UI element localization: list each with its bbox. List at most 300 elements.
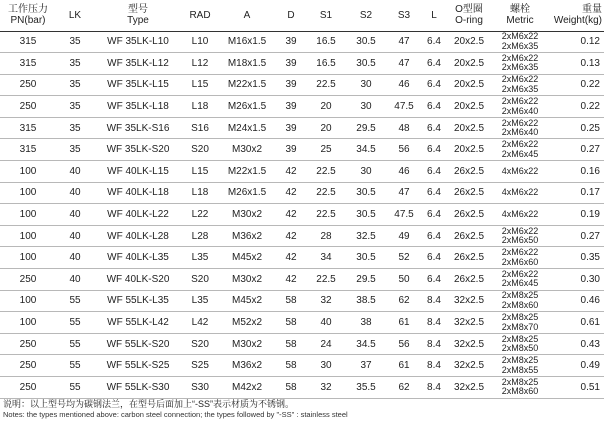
cell-rad: L18 [191,187,209,199]
cell-weight: 0.13 [580,57,600,69]
cell-a: M30x2 [231,273,262,285]
cell-metric [492,333,548,355]
cell-rad: S30 [191,381,209,393]
cell-a: M30x2 [231,209,262,221]
cell-weight: 0.22 [580,101,600,113]
cell-d: 39 [285,101,297,113]
cell-s1: 32 [320,381,332,393]
cell-a: M16x1.5 [227,36,267,48]
cell-weight: 0.27 [580,144,600,156]
cell-s1: 24 [320,338,332,350]
cell-s1: 22.5 [316,273,336,285]
header-pn-cn: 工作压力 [8,4,48,16]
cell-lk: 55 [69,360,81,372]
table-row [0,333,604,355]
cell-rad: L35 [191,295,209,307]
table-row [0,96,604,118]
cell-metric2: 2xM6x40 [501,105,539,116]
cell-d: 42 [285,273,297,285]
cell-weight: 0.19 [580,209,600,221]
cell-s3: 62 [398,295,410,307]
cell-metric1: 4xM6x22 [501,187,539,198]
cell-d: 39 [285,79,297,91]
cell-a: M22x1.5 [227,165,267,177]
table-row [0,117,604,139]
cell-a: M36x2 [231,360,262,372]
header-s1 [306,0,346,31]
cell-metric2: 2xM8x55 [501,364,539,375]
cell-rad: L28 [191,230,209,242]
header-oring-cn: O型圈 [455,4,483,16]
cell-s2: 38.5 [356,295,376,307]
cell-weight: 0.25 [580,122,600,134]
cell-s3: 56 [398,338,410,350]
cell-s2: 30 [360,165,372,177]
cell-s1: 32 [320,295,332,307]
cell-weight: 0.27 [580,230,600,242]
cell-rad: L15 [191,165,209,177]
cell-s2: 29.5 [356,273,376,285]
cell-type: WF 40LK-L35 [107,252,169,264]
cell-s3: 47 [398,57,410,69]
table-row [0,225,604,247]
cell-metric [492,204,548,226]
cell-metric2: 2xM8x60 [501,299,539,310]
cell-metric2: 2xM8x70 [501,321,539,332]
cell-s3: 46 [398,165,410,177]
table-body [0,31,604,398]
table-row [0,355,604,377]
cell-type: WF 40LK-S20 [106,273,170,285]
cell-rad: S20 [191,144,209,156]
cell-l: 8.4 [427,317,441,329]
cell-type: WF 35LK-L15 [107,79,169,91]
cell-rad: L35 [191,252,209,264]
cell-metric2: 2xM6x40 [501,127,539,138]
cell-weight: 0.51 [580,381,600,393]
cell-metric [492,269,548,291]
cell-oring: 26x2.5 [453,230,485,242]
cell-a: M36x2 [231,230,262,242]
cell-s1: 16.5 [316,36,336,48]
cell-type: WF 40LK-L22 [107,209,169,221]
cell-s3: 47 [398,36,410,48]
cell-s1: 40 [320,317,332,329]
header-s3 [386,0,422,31]
cell-metric [492,312,548,334]
cell-d: 58 [285,317,297,329]
cell-a: M26x1.5 [227,187,267,199]
cell-pn: 250 [19,101,37,113]
cell-a: M18x1.5 [227,57,267,69]
cell-d: 58 [285,360,297,372]
header-type-cn: 型号 [128,4,148,16]
cell-s3: 61 [398,317,410,329]
cell-d: 42 [285,187,297,199]
header-type-en: Type [127,15,149,27]
cell-oring: 20x2.5 [453,79,485,91]
header-s3-en: S3 [397,9,411,21]
cell-s3: 46 [398,79,410,91]
header-metric-cn: 螺栓 [510,4,530,16]
note-chinese: 说明：以上型号均为碳钢法兰，在型号后面加上“-SS”表示材质为不锈钢。 [3,399,294,409]
cell-a: M45x2 [231,252,262,264]
cell-pn: 100 [19,165,37,177]
cell-metric [492,139,548,161]
table-row [0,312,604,334]
cell-s3: 62 [398,381,410,393]
cell-lk: 35 [69,57,81,69]
cell-lk: 55 [69,317,81,329]
cell-s1: 22.5 [316,165,336,177]
cell-weight: 0.46 [580,295,600,307]
cell-rad: S20 [191,338,209,350]
header-weight [548,0,604,31]
cell-type: WF 35LK-S16 [106,122,170,134]
cell-s3: 52 [398,252,410,264]
table-row [0,53,604,75]
cell-d: 39 [285,144,297,156]
cell-rad: S25 [191,360,209,372]
cell-metric1: 2xM8x25 [501,333,539,344]
cell-oring: 20x2.5 [453,101,485,113]
cell-s2: 30 [360,79,372,91]
cell-type: WF 40LK-L28 [107,230,169,242]
cell-s2: 30.5 [356,57,376,69]
header-row [0,0,604,31]
header-oring [446,0,492,31]
cell-d: 58 [285,381,297,393]
table-row [0,31,604,53]
cell-metric [492,161,548,183]
cell-metric2: 2xM6x45 [501,148,539,159]
cell-d: 39 [285,57,297,69]
header-rad-en: RAD [189,9,211,21]
cell-metric [492,53,548,75]
cell-l: 6.4 [427,187,441,199]
cell-s3: 47.5 [394,209,414,221]
cell-rad: S20 [191,273,209,285]
cell-type: WF 40LK-L18 [107,187,169,199]
cell-l: 6.4 [427,36,441,48]
cell-weight: 0.16 [580,165,600,177]
header-l-en: L [431,9,437,21]
cell-pn: 100 [19,209,37,221]
cell-oring: 32x2.5 [453,338,485,350]
cell-pn: 315 [19,122,37,134]
cell-a: M30x2 [231,338,262,350]
cell-a: M26x1.5 [227,101,267,113]
cell-lk: 35 [69,36,81,48]
cell-pn: 100 [19,187,37,199]
cell-a: M22x1.5 [227,79,267,91]
table-header [0,0,604,31]
cell-s1: 30 [320,360,332,372]
header-d [276,0,306,31]
cell-pn: 100 [19,230,37,242]
cell-type: WF 55LK-L35 [107,295,169,307]
cell-pn: 250 [19,273,37,285]
cell-a: M24x1.5 [227,122,267,134]
cell-type: WF 35LK-L10 [107,36,169,48]
cell-oring: 32x2.5 [453,381,485,393]
cell-a: M42x2 [231,381,262,393]
cell-s2: 30 [360,101,372,113]
cell-pn: 250 [19,381,37,393]
cell-s1: 34 [320,252,332,264]
header-s1-en: S1 [319,9,333,21]
cell-type: WF 35LK-S20 [106,144,170,156]
cell-metric2: 2xM6x35 [501,40,539,51]
header-weight-cn: 重量 [582,4,602,16]
cell-pn: 250 [19,338,37,350]
cell-lk: 55 [69,381,81,393]
cell-type: WF 55LK-L42 [107,317,169,329]
table-row [0,161,604,183]
cell-metric2: 2xM6x35 [501,62,539,73]
cell-l: 6.4 [427,57,441,69]
cell-rad: S16 [191,122,209,134]
cell-s2: 34.5 [356,338,376,350]
cell-type: WF 35LK-L18 [107,101,169,113]
cell-s1: 25 [320,144,332,156]
cell-lk: 40 [69,187,81,199]
cell-l: 6.4 [427,122,441,134]
cell-d: 42 [285,230,297,242]
cell-metric1: 2xM8x25 [501,355,539,366]
cell-oring: 26x2.5 [453,252,485,264]
cell-l: 8.4 [427,295,441,307]
cell-type: WF 55LK-S25 [106,360,170,372]
cell-rad: L15 [191,79,209,91]
table-row [0,204,604,226]
cell-d: 42 [285,252,297,264]
cell-l: 8.4 [427,381,441,393]
cell-s3: 61 [398,360,410,372]
cell-weight: 0.43 [580,338,600,350]
cell-s2: 38 [360,317,372,329]
cell-metric [492,182,548,204]
table-row [0,377,604,399]
cell-s2: 30.5 [356,187,376,199]
cell-l: 8.4 [427,360,441,372]
header-lk-en: LK [68,9,82,21]
cell-oring: 32x2.5 [453,360,485,372]
cell-s1: 22.5 [316,187,336,199]
cell-l: 6.4 [427,101,441,113]
cell-weight: 0.17 [580,187,600,199]
cell-lk: 35 [69,144,81,156]
cell-l: 6.4 [427,144,441,156]
cell-metric [492,290,548,312]
cell-metric1: 2xM6x22 [501,247,539,258]
cell-rad: L22 [191,209,209,221]
cell-s2: 35.5 [356,381,376,393]
cell-s2: 30.5 [356,36,376,48]
cell-weight: 0.49 [580,360,600,372]
header-type [94,0,182,31]
cell-lk: 40 [69,230,81,242]
cell-s1: 22.5 [316,79,336,91]
cell-oring: 32x2.5 [453,317,485,329]
cell-l: 6.4 [427,252,441,264]
header-weight-en: Weight(kg) [553,15,602,27]
cell-s3: 47.5 [394,101,414,113]
note-english: Notes: the types mentioned above: carbon steel connection; the types followed by "-SS" : stainless steel [3,410,348,419]
notes [3,398,556,420]
cell-oring: 32x2.5 [453,295,485,307]
cell-s1: 16.5 [316,57,336,69]
cell-metric1: 2xM6x22 [501,74,539,85]
table-row [0,290,604,312]
header-s2 [346,0,386,31]
cell-metric [492,355,548,377]
cell-lk: 55 [69,295,81,307]
cell-lk: 40 [69,273,81,285]
cell-rad: L18 [191,101,209,113]
header-a [218,0,276,31]
cell-metric [492,74,548,96]
cell-lk: 40 [69,165,81,177]
cell-s3: 47 [398,187,410,199]
cell-lk: 40 [69,209,81,221]
header-oring-en: O-ring [455,15,483,27]
cell-type: WF 55LK-S20 [106,338,170,350]
cell-d: 58 [285,295,297,307]
cell-pn: 315 [19,57,37,69]
cell-pn: 315 [19,144,37,156]
header-metric-en: Metric [506,15,534,27]
cell-a: M52x2 [231,317,262,329]
cell-oring: 20x2.5 [453,36,485,48]
cell-lk: 35 [69,79,81,91]
header-rad [182,0,218,31]
cell-l: 6.4 [427,230,441,242]
cell-l: 6.4 [427,79,441,91]
cell-metric1: 4xM6x22 [501,208,539,219]
cell-s1: 28 [320,230,332,242]
cell-d: 39 [285,122,297,134]
cell-metric1: 2xM8x25 [501,290,539,301]
cell-pn: 100 [19,252,37,264]
header-lk [56,0,94,31]
cell-pn: 315 [19,36,37,48]
cell-metric2: 2xM6x35 [501,83,539,94]
table-row [0,182,604,204]
header-l [422,0,446,31]
cell-metric1: 2xM6x22 [501,117,539,128]
cell-type: WF 55LK-S30 [106,381,170,393]
cell-metric [492,96,548,118]
cell-s1: 20 [320,101,332,113]
cell-metric [492,377,548,399]
table-row [0,74,604,96]
cell-s3: 48 [398,122,410,134]
cell-l: 8.4 [427,338,441,350]
cell-rad: L12 [191,57,209,69]
cell-metric [492,117,548,139]
header-pn-en: PN(bar) [10,15,46,27]
cell-s2: 34.5 [356,144,376,156]
cell-metric2: 2xM8x60 [501,386,539,397]
cell-d: 39 [285,36,297,48]
cell-rad: L10 [191,36,209,48]
table-row [0,247,604,269]
cell-lk: 35 [69,122,81,134]
cell-oring: 20x2.5 [453,57,485,69]
cell-metric1: 2xM8x25 [501,312,539,323]
cell-metric1: 2xM6x22 [501,31,539,42]
cell-oring: 20x2.5 [453,144,485,156]
cell-weight: 0.22 [580,79,600,91]
cell-metric1: 2xM6x22 [501,268,539,279]
cell-weight: 0.12 [580,36,600,48]
cell-oring: 26x2.5 [453,165,485,177]
cell-s2: 29.5 [356,122,376,134]
cell-metric1: 2xM6x22 [501,52,539,63]
cell-lk: 55 [69,338,81,350]
cell-s2: 30.5 [356,252,376,264]
cell-pn: 100 [19,295,37,307]
cell-s3: 49 [398,230,410,242]
cell-d: 42 [285,209,297,221]
cell-oring: 26x2.5 [453,273,485,285]
cell-s3: 56 [398,144,410,156]
cell-metric [492,225,548,247]
cell-s2: 37 [360,360,372,372]
cell-oring: 26x2.5 [453,187,485,199]
cell-metric1: 2xM6x22 [501,96,539,107]
cell-metric1: 2xM6x22 [501,225,539,236]
cell-a: M30x2 [231,144,262,156]
cell-oring: 20x2.5 [453,122,485,134]
table-row [0,269,604,291]
cell-s3: 50 [398,273,410,285]
table-row [0,139,604,161]
cell-rad: L42 [191,317,209,329]
cell-metric1: 4xM6x22 [501,165,539,176]
cell-pn: 100 [19,317,37,329]
cell-metric2: 2xM8x50 [501,343,539,354]
cell-metric [492,247,548,269]
cell-metric2: 2xM6x45 [501,278,539,289]
header-metric [492,0,548,31]
header-pn [0,0,56,31]
cell-weight: 0.61 [580,317,600,329]
cell-weight: 0.30 [580,273,600,285]
cell-s1: 20 [320,122,332,134]
cell-pn: 250 [19,360,37,372]
cell-pn: 250 [19,79,37,91]
cell-metric2: 2xM6x50 [501,235,539,246]
cell-metric1: 2xM8x25 [501,376,539,387]
cell-l: 6.4 [427,209,441,221]
cell-s1: 22.5 [316,209,336,221]
cell-s2: 30.5 [356,209,376,221]
cell-l: 6.4 [427,165,441,177]
cell-metric1: 2xM6x22 [501,139,539,150]
header-a-en: A [243,9,251,21]
cell-d: 58 [285,338,297,350]
cell-lk: 40 [69,252,81,264]
cell-a: M45x2 [231,295,262,307]
cell-l: 6.4 [427,273,441,285]
header-s2-en: S2 [359,9,373,21]
header-d-en: D [287,9,295,21]
cell-s2: 32.5 [356,230,376,242]
cell-lk: 35 [69,101,81,113]
cell-type: WF 40LK-L15 [107,165,169,177]
